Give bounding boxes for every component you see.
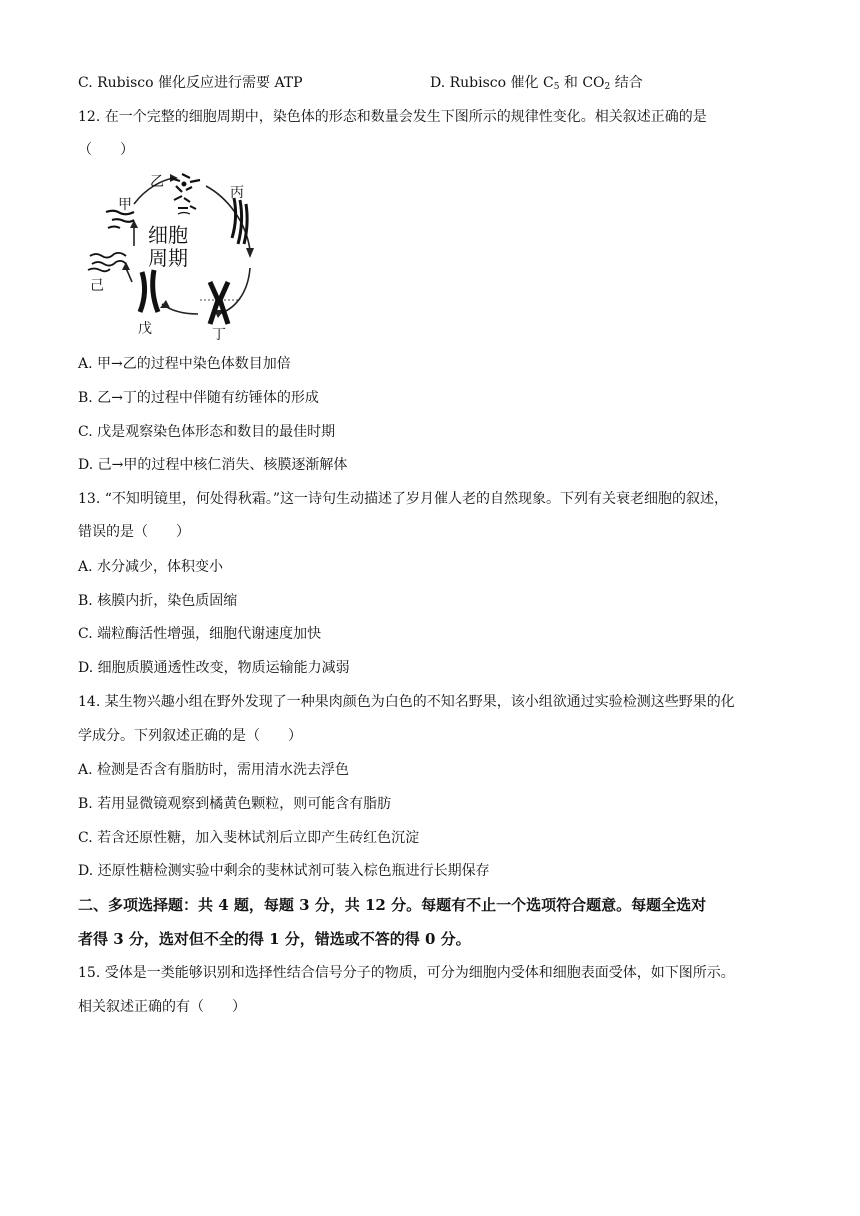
q11-option-d-text-1: D. Rubisco 催化 C (430, 75, 554, 91)
center-label-2: 周期 (148, 246, 188, 270)
q11-option-c (78, 73, 303, 93)
stage-label-ding: 丁 (212, 327, 226, 340)
q13-option-b: B. 核膜内折，染色质固缩 (78, 593, 238, 609)
q14-stem-line-1: 14. 某生物兴趣小组在野外发现了一种果肉颜色为白色的不知名野果，该小组欲通过实验检测这些野果的化 (78, 694, 735, 710)
q11-option-c-text: C. Rubisco 催化反应进行需要 ATP (78, 75, 303, 91)
q13-stem-line-2: 错误的是（ ） (78, 524, 190, 540)
stage-yi-chromosomes (170, 174, 200, 214)
q13-option-d: D. 细胞质膜通透性改变，物质运输能力减弱 (78, 660, 350, 676)
q12-option-a: A. 甲→乙的过程中染色体数目加倍 (78, 356, 291, 372)
stage-label-bing: 丙 (230, 185, 244, 201)
q12-stem-line-2: （ ） (78, 142, 134, 158)
section2-heading-line-2: 者得 3 分，选对但不全的得 1 分，错选或不答的得 0 分。 (78, 930, 471, 948)
q15-stem-line-1: 15. 受体是一类能够识别和选择性结合信号分子的物质，可分为细胞内受体和细胞表面受体，如下图所示。 (78, 965, 735, 981)
q11-option-d-text-3: 结合 (610, 75, 643, 91)
q12-option-c: C. 戊是观察染色体形态和数目的最佳时期 (78, 424, 336, 440)
q11-option-d-sub-1: 5 (553, 82, 560, 92)
q11-option-d-text-2: 和 CO (559, 75, 605, 91)
center-label-1: 细胞 (148, 223, 188, 247)
q15-stem-line-2: 相关叙述正确的有（ ） (78, 999, 246, 1015)
q13-stem-line-1: 13. “不知明镜里，何处得秋霜。”这一诗句生动描述了岁月催人老的自然现象。下列有关衰老细胞的叙述， (78, 491, 729, 507)
q14-option-c: C. 若含还原性糖，加入斐林试剂后立即产生砖红色沉淀 (78, 830, 420, 846)
q14-option-d: D. 还原性糖检测实验中剩余的斐林试剂可装入棕色瓶进行长期保存 (78, 863, 490, 879)
stage-label-yi: 乙 (150, 174, 164, 190)
stage-label-jia: 甲 (118, 197, 132, 213)
stage-ding-chromosome (200, 282, 238, 324)
stage-label-ji: 己 (90, 278, 104, 294)
q14-stem-line-2: 学成分。下列叙述正确的是（ ） (78, 728, 302, 744)
q13-option-c: C. 端粒酶活性增强，细胞代谢速度加快 (78, 626, 322, 642)
q11-option-d (430, 73, 643, 93)
q12-option-b: B. 乙→丁的过程中伴随有纺锤体的形成 (78, 390, 319, 406)
q12-option-d: D. 己→甲的过程中核仁消失、核膜逐渐解体 (78, 457, 348, 473)
stage-wu-chromosomes (140, 270, 158, 312)
stage-label-wu: 戊 (138, 321, 152, 337)
q13-option-a: A. 水分减少，体积变小 (78, 559, 224, 575)
cell-cycle-diagram (78, 164, 268, 340)
stage-jia-chromosomes (106, 211, 134, 228)
q12-stem-line-1: 12. 在一个完整的细胞周期中，染色体的形态和数量会发生下图所示的规律性变化。相关叙述正确的是 (78, 109, 707, 125)
arrow-wu-ji (126, 268, 132, 282)
q11-option-d-sub-2: 2 (604, 82, 611, 92)
q14-option-b: B. 若用显微镜观察到橘黄色颗粒，则可能含有脂肪 (78, 796, 392, 812)
stage-ji-chromatin (88, 253, 126, 271)
q14-option-a: A. 检测是否含有脂肪时，需用清水洗去浮色 (78, 762, 350, 778)
section2-heading-line-1: 二、多项选择题：共 4 题，每题 3 分，共 12 分。每题有不止一个选项符合题意。每题全选对 (78, 896, 707, 914)
